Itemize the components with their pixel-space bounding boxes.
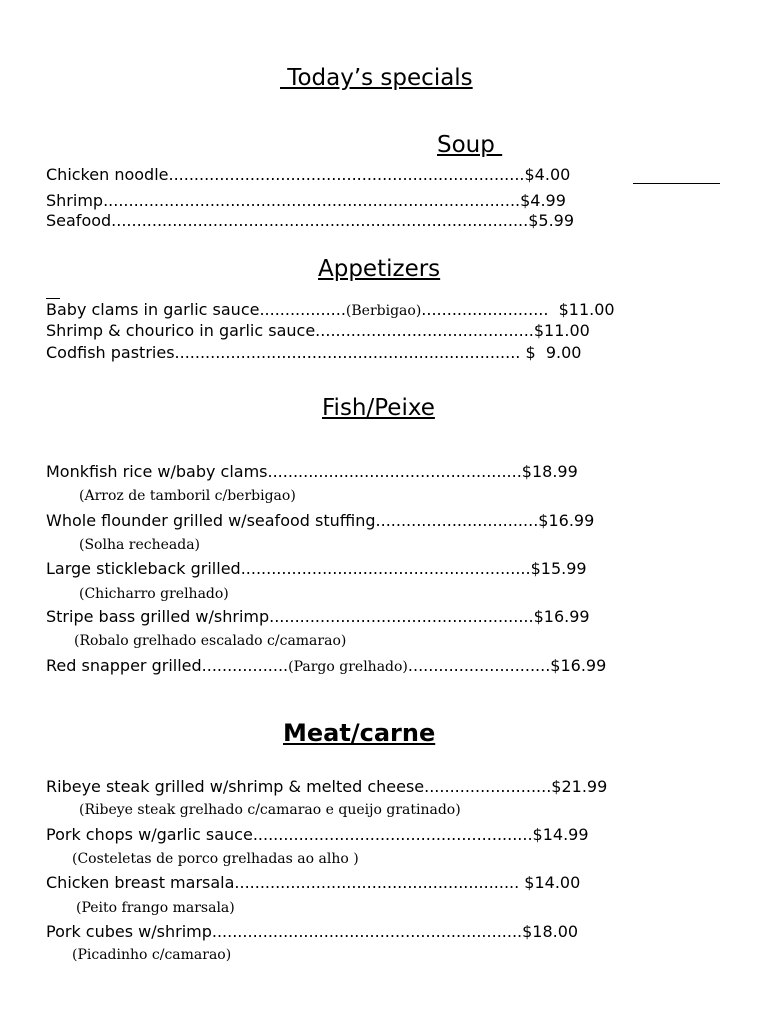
meat-item-chicken-marsala-translation: (Peito frango marsala)	[76, 900, 235, 916]
fish-item-monkfish-translation: (Arroz de tamboril c/berbigao)	[79, 488, 296, 504]
appetizer-item-codfish-pastries: Codfish pastries.................................................................... $ 9.00	[46, 343, 582, 362]
soup-heading: Soup	[437, 132, 503, 158]
meat-item-ribeye-translation: (Ribeye steak grelhado c/camarao e queijo gratinado)	[79, 802, 461, 818]
item-name: Red snapper grilled.................	[46, 656, 289, 675]
appetizer-item-shrimp-chourico: Shrimp & chourico in garlic sauce...........................................$11.00	[46, 321, 590, 340]
fish-item-stickleback: Large stickleback grilled.........................................................$15.99	[46, 559, 587, 578]
meat-item-pork-chops: Pork chops w/garlic sauce.......................................................$14.99	[46, 825, 589, 844]
underline-rule	[633, 183, 720, 184]
fish-item-stripe-bass-translation: (Robalo grelhado escalado c/camarao)	[74, 633, 347, 649]
soup-item-chicken-noodle: Chicken noodle......................................................................$4.00	[46, 165, 571, 184]
item-translation: (Berbigao)	[345, 303, 422, 319]
soup-item-seafood: Seafood..................................................................................$5.99	[46, 211, 575, 230]
fish-item-stripe-bass: Stripe bass grilled w/shrimp....................................................$16.99	[46, 607, 590, 626]
meat-heading: Meat/carne	[283, 719, 436, 747]
meat-item-pork-cubes: Pork cubes w/shrimp.............................................................$18.00	[46, 922, 579, 941]
fish-item-stickleback-translation: (Chicharro grelhado)	[79, 586, 229, 602]
item-name: Baby clams in garlic sauce.................	[46, 300, 346, 319]
meat-item-pork-cubes-translation: (Picadinho c/camarao)	[72, 947, 232, 963]
fish-item-flounder-translation: (Solha recheada)	[79, 537, 201, 553]
appetizer-item-baby-clams	[46, 302, 615, 318]
item-price: ......................... $11.00	[421, 300, 615, 319]
fish-heading: Fish/Peixe	[322, 395, 435, 421]
appetizers-heading: Appetizers	[318, 256, 441, 282]
soup-item-shrimp: Shrimp..................................................................................$4.99	[46, 191, 566, 210]
small-rule	[46, 298, 60, 299]
fish-item-flounder: Whole flounder grilled w/seafood stuffing................................$16.99	[46, 511, 595, 530]
fish-item-red-snapper	[46, 658, 606, 674]
page-title: Today’s specials	[280, 65, 473, 91]
meat-item-pork-chops-translation: (Costeletas de porco grelhadas ao alho )	[72, 851, 359, 867]
item-price: ............................$16.99	[407, 656, 607, 675]
meat-item-chicken-marsala: Chicken breast marsala........................................................ $14.00	[46, 873, 581, 892]
item-translation: (Pargo grelhado)	[288, 659, 408, 675]
fish-item-monkfish: Monkfish rice w/baby clams..................................................$18.99	[46, 462, 578, 481]
meat-item-ribeye: Ribeye steak grilled w/shrimp & melted cheese.........................$21.99	[46, 777, 608, 796]
